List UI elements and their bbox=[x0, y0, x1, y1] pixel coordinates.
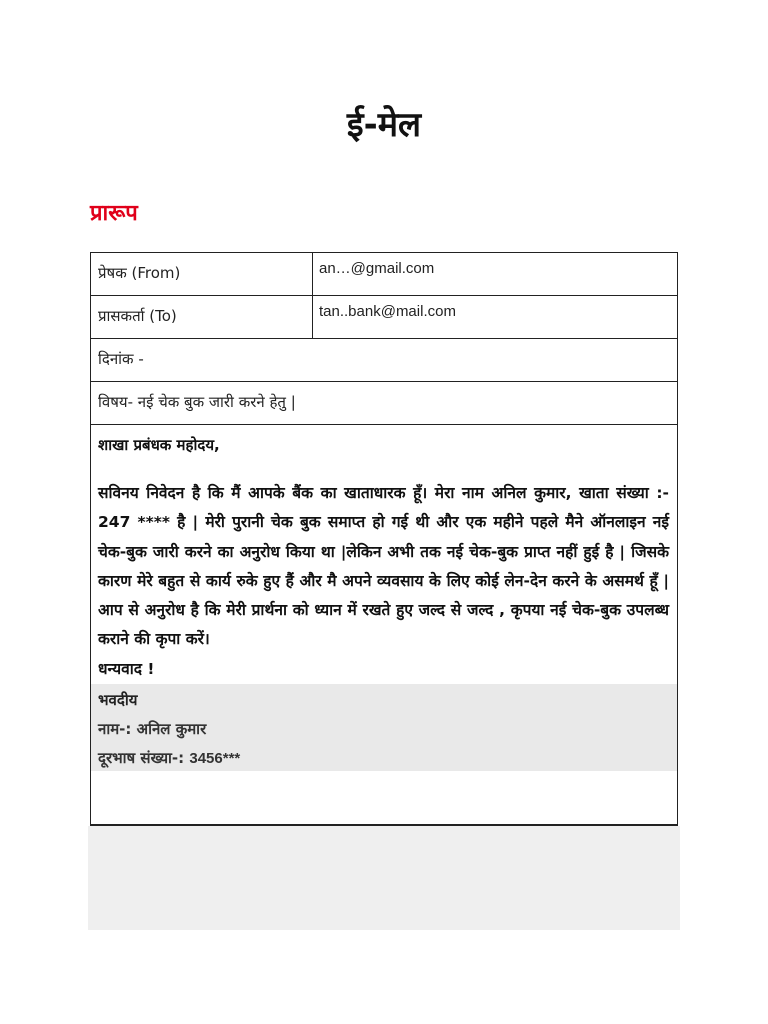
to-row bbox=[91, 296, 677, 339]
letter-body-text: सविनय निवेदन है कि मैं आपके बैंक का खाताधारक हूँ। मेरा नाम अनिल कुमार, खाता संख्या :- 247 **** है | मेरी पुरानी चेक बुक समाप्त हो गई थी और एक महीने पहले मैने ऑनलाइन नई चेक-बुक जारी करने का अनुरोध किया था |लेकिन अभी तक नई चेक-बुक प्राप्त नहीं हुई है | जिसके कारण मेरे बहुत से कार्य रुके हुए हैं और मै अपने व्यवसाय के लिए कोई लेन-देन करने के असमर्थ हूँ |आप से अनुरोध है कि मेरी प्रार्थना को ध्यान में रखते हुए जल्द से जल्द , कृपया नई चेक-बुक उपलब्ध कराने की कृपा करें। bbox=[98, 484, 669, 649]
from-label: प्रेषक (From) bbox=[91, 253, 313, 295]
page-title: ई-मेल bbox=[346, 105, 422, 145]
sender-name: नाम-: अनिल कुमार bbox=[98, 719, 207, 738]
letter-body-cell bbox=[91, 425, 677, 825]
phone-label: दूरभाष संख्या-: bbox=[98, 748, 190, 767]
sender-phone bbox=[98, 744, 669, 773]
salutation: शाखा प्रबंधक महोदय, bbox=[98, 436, 220, 454]
date-row bbox=[91, 339, 677, 382]
thanks-line: धन्यवाद ! bbox=[98, 659, 155, 678]
subject-text: विषय- नई चेक बुक जारी करने हेतु | bbox=[98, 393, 296, 411]
closing-line: भवदीय bbox=[98, 690, 138, 709]
to-value: tan..bank@mail.com bbox=[319, 303, 456, 320]
date-label: दिनांक - bbox=[98, 350, 144, 368]
to-label: प्रासकर्ता (To) bbox=[91, 296, 313, 338]
email-format-table bbox=[90, 252, 678, 826]
signature-block bbox=[91, 684, 677, 771]
section-heading: प्रारूप bbox=[90, 201, 138, 226]
grey-footer-block bbox=[88, 826, 680, 930]
from-value: an…@gmail.com bbox=[319, 260, 435, 277]
from-row bbox=[91, 253, 677, 296]
subject-row bbox=[91, 382, 677, 425]
phone-value: 3456*** bbox=[189, 749, 241, 767]
